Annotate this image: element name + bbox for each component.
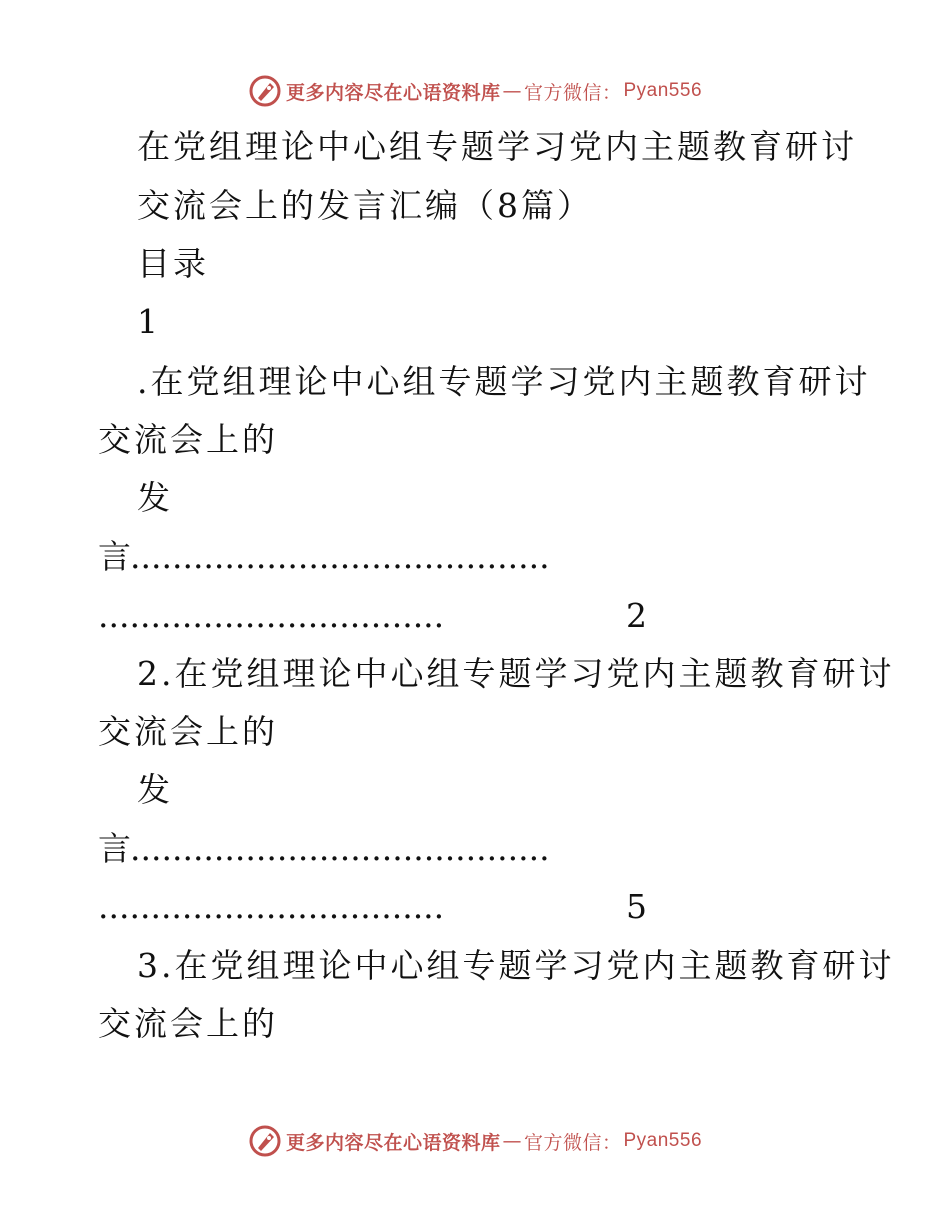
watermark-wechat-id: Pyan556 — [623, 1130, 703, 1151]
toc-entry-1-title[interactable] — [137, 362, 871, 402]
watermark-wechat-label: 官方微信： — [523, 1131, 622, 1154]
document-title-line-2: 交流会上的发言汇编（8篇） — [137, 186, 593, 225]
toc-entry-1-prefix: . — [137, 362, 151, 401]
pen-nib-logo-icon — [248, 74, 282, 108]
toc-entry-1-title-line-3: 发 — [137, 478, 173, 517]
watermark-wechat-id: Pyan556 — [623, 80, 703, 101]
toc-entry-1-title-line-2: 交流会上的 — [98, 420, 278, 459]
pen-nib-logo-icon — [248, 1124, 282, 1158]
toc-entry-2-title-line-4: 言 — [98, 829, 134, 868]
toc-entry-2-page[interactable]: 5 — [626, 887, 650, 926]
watermark-separator: — — [502, 80, 522, 102]
toc-entry-1-title-line-4: 言 — [98, 537, 134, 576]
toc-heading: 目录 — [137, 244, 209, 283]
toc-entry-1-number: 1 — [137, 302, 161, 341]
toc-entry-2-title[interactable] — [137, 654, 895, 694]
toc-entry-2-title-line-2: 交流会上的 — [98, 712, 278, 751]
toc-entry-1-leader: ........................................ — [130, 537, 550, 576]
toc-entry-2-title-line-3: 发 — [137, 770, 173, 809]
toc-entry-1-leader-cont: ................................. — [98, 596, 445, 635]
toc-entry-2-leader: ........................................ — [130, 829, 550, 868]
toc-entry-3-title[interactable] — [137, 946, 895, 986]
toc-entry-3-number: 3 — [137, 946, 161, 985]
footer-watermark — [0, 1124, 950, 1158]
toc-entry-1-title-line-1: 在党组理论中心组专题学习党内主题教育研讨 — [150, 362, 871, 401]
document-title-line-1: 在党组理论中心组专题学习党内主题教育研讨 — [137, 127, 857, 166]
toc-entry-3-prefix: . — [161, 946, 175, 985]
toc-entry-3-title-line-1: 在党组理论中心组专题学习党内主题教育研讨 — [174, 946, 895, 985]
toc-entry-1-page[interactable]: 2 — [626, 596, 650, 635]
toc-entry-2-leader-cont: ................................. — [98, 887, 445, 926]
watermark-separator: — — [502, 1130, 522, 1152]
watermark-text: 更多内容尽在心语资料库 — [285, 1131, 501, 1154]
watermark-text: 更多内容尽在心语资料库 — [285, 81, 501, 104]
toc-entry-2-title-line-1: 在党组理论中心组专题学习党内主题教育研讨 — [174, 654, 895, 693]
toc-entry-3-title-line-2: 交流会上的 — [98, 1004, 278, 1043]
toc-entry-2-prefix: . — [161, 654, 175, 693]
watermark-wechat-label: 官方微信： — [523, 81, 622, 104]
header-watermark — [0, 74, 950, 108]
toc-entry-2-number: 2 — [137, 654, 161, 693]
